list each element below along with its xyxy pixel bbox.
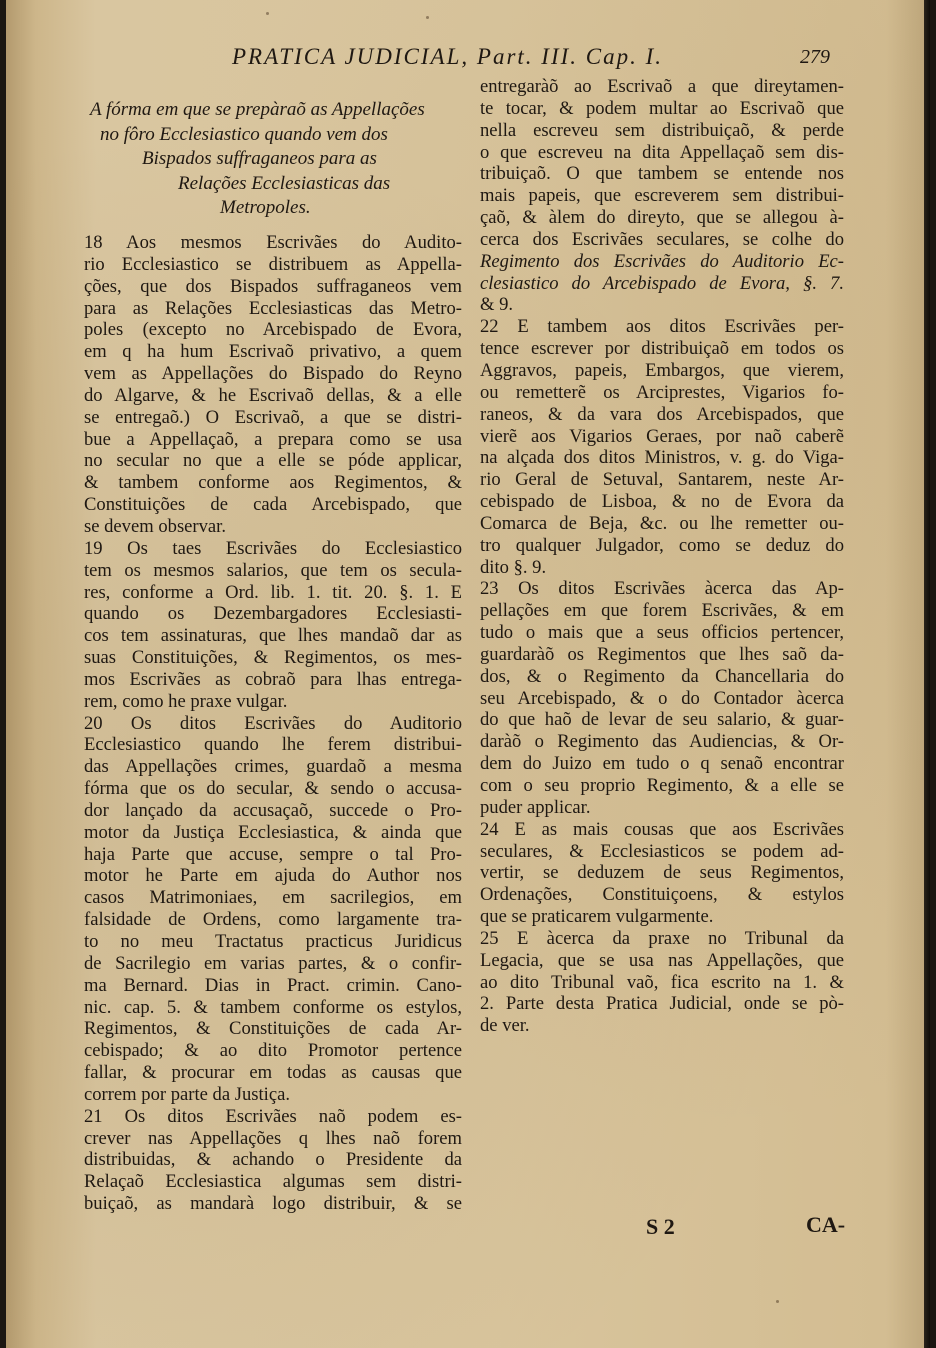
text-line: em q ha hum Escrivaõ privativo, a quem [84,341,462,363]
text-line: 21 Os ditos Escrivães naõ podem es- [84,1105,462,1127]
text-line: rem, como he praxe vulgar. [84,690,288,712]
text-line: motor he Parte em ajuda do Author nos [84,865,462,887]
text-line: 20 Os ditos Escrivães do Auditorio [84,712,462,734]
text-line: pellações em que forem Escrivães, & em [480,600,844,622]
text-line: Regimentos, & Constituições de cada Ar- [84,1018,462,1040]
text-line: Ordenações, Constituiçoens, & estylos [480,884,844,906]
book-page [6,0,930,1348]
text-line: buiçaõ, as mandarà logo distribuir, & se [84,1193,462,1215]
text-line: Ecclesiastico quando lhe ferem distribui- [84,734,462,756]
text-line: cebispado; & ao dito Promotor pertence [84,1040,462,1062]
text-line: falsidade de Ordens, como largamente tra- [84,909,462,931]
text-line: motor da Justiça Ecclesiastica, & ainda que [84,821,462,843]
text-line: & tambem conforme aos Regimentos, & [84,472,462,494]
text-line: dor lançado da accusaçaõ, succede o Pro- [84,799,462,821]
text-line: fallar, & procurar em todas as causas que [84,1062,462,1084]
text-line: distribuidas, & achando o Presidente da [84,1149,462,1171]
text-line: 2. Parte desta Pratica Judicial, onde se pò- [480,993,844,1015]
text-line: bue a Appellaçaõ, a prepara como se usa [84,428,462,450]
heading-line: Bispados suffraganeos para as [142,148,377,169]
running-head: PRATICA JUDICIAL, Part. III. Cap. I. [232,44,664,69]
text-line: correm por parte da Justiça. [84,1083,290,1105]
text-line: se devem observar. [84,515,226,537]
text-line: clesiastico do Arcebispado de Evora, §. 7. [480,272,844,294]
right-column [480,76,844,1037]
text-line: na alçada dos ditos Ministros, v. g. do Viga- [480,447,844,469]
text-line: Relaçaõ Ecclesiastica algumas sem distri- [84,1171,462,1193]
text-line: tudo o mais que a seus officios pertencer, [480,622,844,644]
text-line: te tocar, & podem multar ao Escrivaõ que [480,97,844,119]
text-line: dito §. 9. [480,556,547,578]
ink-speck [266,12,269,15]
text-line: de Sacrilegio em varias partes, & o confir- [84,952,462,974]
heading-line: Metropoles. [220,197,311,218]
text-line: ções, que dos Bispados suffraganeos vem [84,275,462,297]
text-line: crever nas Appellações q lhes naõ forem [84,1127,462,1149]
text-line: entregaràõ ao Escrivaõ a que direytamen- [480,76,844,97]
heading-line: A fórma em que se prepàraõ as Appellações [90,99,425,120]
heading-line: no fôro Ecclesiastico quando vem dos [100,123,388,145]
text-line: tribuiçaõ. O que tambem se entende nos [480,163,844,185]
text-line: 18 Aos mesmos Escrivães do Audito- [84,232,462,253]
text-line: to no meu Tractatus practicus Juridicus [84,931,462,952]
text-line: tence escrever por distribuiçaõ em todos os [480,338,844,360]
page-number: 279 [800,46,830,68]
signature-mark: S 2 [646,1214,675,1239]
text-line: para as Relações Ecclesiasticas das Metro- [84,297,462,319]
text-line: haja Parte que accuse, sempre o tal Pro- [84,843,462,865]
text-line: mos Escrivães as cobraõ para lhas entrega- [84,668,462,690]
text-line: tem os mesmos salarios, que tem os secula- [84,559,462,581]
text-line: raneos, & da vara dos Arcebispados, que [480,403,844,425]
text-line: Constituições de cada Arcebispado, que [84,494,462,516]
text-line: tro qualquer Julgador, como se deduz do [480,534,844,556]
section-heading [90,98,464,221]
text-line: quando os Dezembargadores Ecclesiasti- [84,603,462,625]
text-line: nella escreveu sem distribuiçaõ, & perde [480,119,844,141]
text-line: daràõ o Regimento das Audiencias, & Or- [480,731,844,753]
text-line: vierẽ aos Vigarios Geraes, por naõ caberẽ [480,425,844,447]
catchword: CA- [806,1212,846,1237]
text-line: 24 E as mais cousas que aos Escrivães [480,818,844,840]
text-line: dem do Juizo em tudo o q senaõ encontrar [480,753,844,775]
text-line: 19 Os taes Escrivães do Ecclesiastico [84,537,462,559]
text-line: de ver. [480,1015,530,1037]
text-line: cerca dos Escrivães seculares, se colhe do [480,228,844,250]
text-line: das Appellações crimes, guardaõ a mesma [84,756,462,778]
text-line: Aggravos, papeis, Embargos, que vierem, [480,359,844,381]
text-line: no secular no que a elle se póde applicar, [84,450,462,472]
text-line: do Algarve, & he Escrivaõ dellas, & a elle [84,384,462,406]
text-line: cos tem assinaturas, que lhes mandaõ dar as [84,625,462,647]
text-line: mais papeis, que escreverem sem distribui- [480,185,844,207]
text-line: do que haõ de levar de seu salario, & guar- [480,709,844,731]
heading-line: Relações Ecclesiasticas das [178,172,391,194]
page-edge-shadow [924,0,930,1348]
text-line: ma Bernard. Dias in Pract. crimin. Cano- [84,974,462,996]
text-line: que se praticarem vulgarmente. [480,906,714,928]
text-line: res, conforme a Ord. lib. 1. tit. 20. §. 1. E [84,581,462,603]
text-line: ao dito Tribunal vaõ, fica escrito na 1. & [480,971,844,993]
text-line: fórma que os do secular, & sendo o accusa- [84,778,462,800]
ink-speck [426,16,429,19]
text-line: & 9. [480,294,514,316]
ink-speck [776,1300,779,1303]
text-line: suas Constituições, & Regimentos, os mes- [84,647,462,669]
text-line: vem as Appellações do Bispado do Reyno [84,363,462,385]
text-line: vertir, se deduzem de seus Regimentos, [480,862,844,884]
text-line: Regimento dos Escrivães do Auditorio Ec- [480,250,844,272]
text-line: rio Ecclesiastico se distribuem as Appella- [84,253,462,275]
text-line: se entregaõ.) O Escrivaõ, a que se distri- [84,406,462,428]
text-line: dos, & o Regimento da Chancellaria do [480,665,844,687]
text-line: poles (excepto no Arcebispado de Evora, [84,319,462,341]
text-line: com o seu proprio Regimento, & a elle se [480,775,844,796]
text-line: rio Geral de Setuval, Santarem, neste Ar- [480,469,844,491]
text-line: 23 Os ditos Escrivães àcerca das Ap- [480,578,844,600]
text-line: ou remetterẽ os Arciprestes, Vigarios fo- [480,381,844,403]
text-line: nic. cap. 5. & tambem conforme os estylos, [84,996,462,1018]
text-line: seculares, & Ecclesiasticos se podem ad- [480,840,844,862]
text-line: Legacia, que se usa nas Appellações, que [480,949,844,971]
text-line: cebispado de Lisboa, & no de Evora da [480,491,844,513]
text-line: casos Matrimoniaes, em sacrilegios, em [84,887,462,909]
text-line: 25 E àcerca da praxe no Tribunal da [480,927,844,949]
left-column [84,232,462,1215]
text-line: çaõ, & àlem do direyto, que se allegou à- [480,207,844,229]
text-line: 22 E tambem aos ditos Escrivães per- [480,316,844,338]
text-line: seu Arcebispado, & o do Contador àcerca [480,687,844,709]
text-line: puder applicar. [480,796,591,818]
text-line: Comarca de Beja, &c. ou lhe remetter ou- [480,512,844,534]
text-line: guardaràõ os Regimentos que lhes saõ da- [480,643,844,665]
text-line: o que escreveu na dita Appellaçaõ sem dis- [480,141,844,163]
